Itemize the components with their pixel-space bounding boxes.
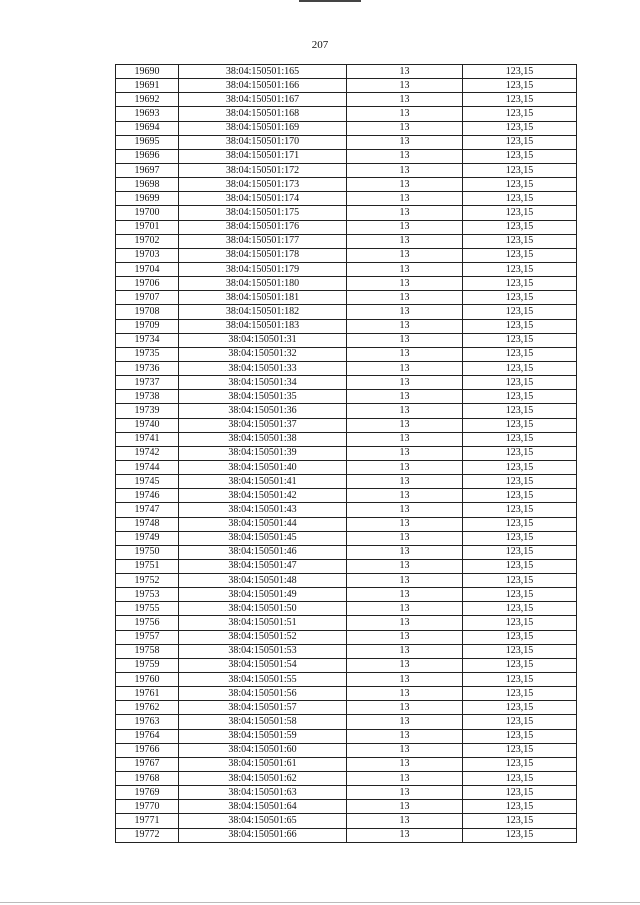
quantity-cell: 13	[347, 93, 463, 107]
quantity-cell: 13	[347, 644, 463, 658]
table-row	[116, 658, 577, 672]
area-cell: 123,15	[463, 729, 577, 743]
record-number-cell: 19768	[116, 772, 179, 786]
quantity-cell: 13	[347, 163, 463, 177]
record-number-cell: 19735	[116, 347, 179, 361]
table-row	[116, 432, 577, 446]
record-number-cell: 19734	[116, 333, 179, 347]
area-cell: 123,15	[463, 361, 577, 375]
area-cell: 123,15	[463, 79, 577, 93]
record-number-cell: 19770	[116, 800, 179, 814]
quantity-cell: 13	[347, 673, 463, 687]
quantity-cell: 13	[347, 588, 463, 602]
table-row	[116, 220, 577, 234]
table-row	[116, 418, 577, 432]
cadastral-number-cell: 38:04:150501:58	[179, 715, 347, 729]
cadastral-number-cell: 38:04:150501:167	[179, 93, 347, 107]
record-number-cell: 19708	[116, 305, 179, 319]
area-cell: 123,15	[463, 262, 577, 276]
quantity-cell: 13	[347, 701, 463, 715]
area-cell: 123,15	[463, 277, 577, 291]
table-row	[116, 376, 577, 390]
area-cell: 123,15	[463, 503, 577, 517]
cadastral-number-cell: 38:04:150501:32	[179, 347, 347, 361]
quantity-cell: 13	[347, 192, 463, 206]
cadastral-number-cell: 38:04:150501:31	[179, 333, 347, 347]
record-number-cell: 19703	[116, 248, 179, 262]
cadastral-number-cell: 38:04:150501:174	[179, 192, 347, 206]
record-number-cell: 19760	[116, 673, 179, 687]
quantity-cell: 13	[347, 220, 463, 234]
area-cell: 123,15	[463, 701, 577, 715]
cadastral-number-cell: 38:04:150501:166	[179, 79, 347, 93]
record-number-cell: 19755	[116, 602, 179, 616]
cadastral-number-cell: 38:04:150501:37	[179, 418, 347, 432]
area-cell: 123,15	[463, 178, 577, 192]
record-number-cell: 19752	[116, 574, 179, 588]
area-cell: 123,15	[463, 333, 577, 347]
area-cell: 123,15	[463, 65, 577, 79]
cadastral-number-cell: 38:04:150501:180	[179, 277, 347, 291]
cadastral-number-cell: 38:04:150501:173	[179, 178, 347, 192]
record-number-cell: 19742	[116, 446, 179, 460]
page-number: 207	[311, 39, 329, 51]
table-row	[116, 192, 577, 206]
quantity-cell: 13	[347, 658, 463, 672]
quantity-cell: 13	[347, 291, 463, 305]
record-number-cell: 19697	[116, 163, 179, 177]
area-cell: 123,15	[463, 319, 577, 333]
cadastral-number-cell: 38:04:150501:172	[179, 163, 347, 177]
quantity-cell: 13	[347, 446, 463, 460]
cadastral-number-cell: 38:04:150501:33	[179, 361, 347, 375]
quantity-cell: 13	[347, 729, 463, 743]
table-row	[116, 79, 577, 93]
cadastral-number-cell: 38:04:150501:36	[179, 404, 347, 418]
cadastral-number-cell: 38:04:150501:51	[179, 616, 347, 630]
area-cell: 123,15	[463, 828, 577, 842]
area-cell: 123,15	[463, 234, 577, 248]
cadastral-number-cell: 38:04:150501:45	[179, 531, 347, 545]
quantity-cell: 13	[347, 531, 463, 545]
area-cell: 123,15	[463, 772, 577, 786]
cadastral-number-cell: 38:04:150501:62	[179, 772, 347, 786]
quantity-cell: 13	[347, 545, 463, 559]
cadastral-number-cell: 38:04:150501:176	[179, 220, 347, 234]
quantity-cell: 13	[347, 602, 463, 616]
area-cell: 123,15	[463, 206, 577, 220]
table-row	[116, 390, 577, 404]
quantity-cell: 13	[347, 475, 463, 489]
quantity-cell: 13	[347, 800, 463, 814]
quantity-cell: 13	[347, 121, 463, 135]
record-number-cell: 19757	[116, 630, 179, 644]
area-cell: 123,15	[463, 743, 577, 757]
record-number-cell: 19745	[116, 475, 179, 489]
area-cell: 123,15	[463, 517, 577, 531]
cadastral-number-cell: 38:04:150501:40	[179, 460, 347, 474]
record-number-cell: 19709	[116, 319, 179, 333]
quantity-cell: 13	[347, 361, 463, 375]
record-number-cell: 19769	[116, 786, 179, 800]
quantity-cell: 13	[347, 390, 463, 404]
quantity-cell: 13	[347, 517, 463, 531]
record-number-cell: 19701	[116, 220, 179, 234]
record-number-cell: 19762	[116, 701, 179, 715]
area-cell: 123,15	[463, 644, 577, 658]
table-row	[116, 135, 577, 149]
record-number-cell: 19696	[116, 149, 179, 163]
table-row	[116, 772, 577, 786]
cadastral-number-cell: 38:04:150501:183	[179, 319, 347, 333]
record-number-cell: 19759	[116, 658, 179, 672]
quantity-cell: 13	[347, 79, 463, 93]
cadastral-number-cell: 38:04:150501:66	[179, 828, 347, 842]
quantity-cell: 13	[347, 503, 463, 517]
area-cell: 123,15	[463, 149, 577, 163]
area-cell: 123,15	[463, 291, 577, 305]
table-row	[116, 347, 577, 361]
quantity-cell: 13	[347, 248, 463, 262]
table-row	[116, 206, 577, 220]
cadastral-number-cell: 38:04:150501:39	[179, 446, 347, 460]
record-number-cell: 19766	[116, 743, 179, 757]
area-cell: 123,15	[463, 673, 577, 687]
table-row	[116, 630, 577, 644]
cadastral-number-cell: 38:04:150501:60	[179, 743, 347, 757]
cadastral-number-cell: 38:04:150501:181	[179, 291, 347, 305]
cadastral-number-cell: 38:04:150501:35	[179, 390, 347, 404]
cadastral-number-cell: 38:04:150501:42	[179, 489, 347, 503]
area-cell: 123,15	[463, 475, 577, 489]
quantity-cell: 13	[347, 743, 463, 757]
table-row	[116, 673, 577, 687]
quantity-cell: 13	[347, 687, 463, 701]
record-number-cell: 19738	[116, 390, 179, 404]
quantity-cell: 13	[347, 715, 463, 729]
cadastral-number-cell: 38:04:150501:34	[179, 376, 347, 390]
table-row	[116, 234, 577, 248]
cadastral-number-cell: 38:04:150501:182	[179, 305, 347, 319]
quantity-cell: 13	[347, 432, 463, 446]
table-row	[116, 319, 577, 333]
quantity-cell: 13	[347, 333, 463, 347]
table-row	[116, 574, 577, 588]
area-cell: 123,15	[463, 574, 577, 588]
record-number-cell: 19737	[116, 376, 179, 390]
table-row	[116, 743, 577, 757]
record-number-cell: 19698	[116, 178, 179, 192]
table-row	[116, 729, 577, 743]
cadastral-number-cell: 38:04:150501:61	[179, 757, 347, 771]
record-number-cell: 19744	[116, 460, 179, 474]
table-row	[116, 291, 577, 305]
record-number-cell: 19767	[116, 757, 179, 771]
table-row	[116, 446, 577, 460]
table-row	[116, 163, 577, 177]
cadastral-number-cell: 38:04:150501:49	[179, 588, 347, 602]
area-cell: 123,15	[463, 715, 577, 729]
cadastral-number-cell: 38:04:150501:170	[179, 135, 347, 149]
cadastral-number-cell: 38:04:150501:50	[179, 602, 347, 616]
cadastral-number-cell: 38:04:150501:171	[179, 149, 347, 163]
record-number-cell: 19740	[116, 418, 179, 432]
quantity-cell: 13	[347, 135, 463, 149]
area-cell: 123,15	[463, 687, 577, 701]
table-row	[116, 616, 577, 630]
table-row	[116, 460, 577, 474]
cadastral-number-cell: 38:04:150501:54	[179, 658, 347, 672]
table-row	[116, 545, 577, 559]
table-row	[116, 121, 577, 135]
record-number-cell: 19748	[116, 517, 179, 531]
cadastral-number-cell: 38:04:150501:56	[179, 687, 347, 701]
cadastral-number-cell: 38:04:150501:59	[179, 729, 347, 743]
cadastral-number-cell: 38:04:150501:57	[179, 701, 347, 715]
record-number-cell: 19690	[116, 65, 179, 79]
cadastral-number-cell: 38:04:150501:179	[179, 262, 347, 276]
table-row	[116, 262, 577, 276]
quantity-cell: 13	[347, 828, 463, 842]
area-cell: 123,15	[463, 800, 577, 814]
cadastral-number-cell: 38:04:150501:178	[179, 248, 347, 262]
record-number-cell: 19749	[116, 531, 179, 545]
area-cell: 123,15	[463, 390, 577, 404]
cadastral-number-cell: 38:04:150501:168	[179, 107, 347, 121]
quantity-cell: 13	[347, 234, 463, 248]
quantity-cell: 13	[347, 319, 463, 333]
quantity-cell: 13	[347, 786, 463, 800]
record-number-cell: 19706	[116, 277, 179, 291]
record-number-cell: 19771	[116, 814, 179, 828]
cadastral-number-cell: 38:04:150501:48	[179, 574, 347, 588]
quantity-cell: 13	[347, 404, 463, 418]
area-cell: 123,15	[463, 248, 577, 262]
table-row	[116, 559, 577, 573]
area-cell: 123,15	[463, 404, 577, 418]
table-row	[116, 757, 577, 771]
quantity-cell: 13	[347, 630, 463, 644]
table-row	[116, 361, 577, 375]
record-number-cell: 19704	[116, 262, 179, 276]
records-table-body	[116, 65, 577, 843]
area-cell: 123,15	[463, 446, 577, 460]
area-cell: 123,15	[463, 814, 577, 828]
record-number-cell: 19694	[116, 121, 179, 135]
record-number-cell: 19761	[116, 687, 179, 701]
cadastral-number-cell: 38:04:150501:53	[179, 644, 347, 658]
record-number-cell: 19739	[116, 404, 179, 418]
cadastral-number-cell: 38:04:150501:177	[179, 234, 347, 248]
table-row	[116, 800, 577, 814]
area-cell: 123,15	[463, 658, 577, 672]
area-cell: 123,15	[463, 545, 577, 559]
cadastral-number-cell: 38:04:150501:41	[179, 475, 347, 489]
quantity-cell: 13	[347, 814, 463, 828]
area-cell: 123,15	[463, 93, 577, 107]
table-row	[116, 828, 577, 842]
quantity-cell: 13	[347, 149, 463, 163]
quantity-cell: 13	[347, 418, 463, 432]
area-cell: 123,15	[463, 135, 577, 149]
cadastral-number-cell: 38:04:150501:65	[179, 814, 347, 828]
record-number-cell: 19691	[116, 79, 179, 93]
record-number-cell: 19746	[116, 489, 179, 503]
area-cell: 123,15	[463, 418, 577, 432]
quantity-cell: 13	[347, 772, 463, 786]
record-number-cell: 19772	[116, 828, 179, 842]
area-cell: 123,15	[463, 376, 577, 390]
table-row	[116, 404, 577, 418]
quantity-cell: 13	[347, 757, 463, 771]
area-cell: 123,15	[463, 460, 577, 474]
quantity-cell: 13	[347, 206, 463, 220]
record-number-cell: 19751	[116, 559, 179, 573]
record-number-cell: 19764	[116, 729, 179, 743]
table-row	[116, 503, 577, 517]
table-row	[116, 489, 577, 503]
table-row	[116, 786, 577, 800]
area-cell: 123,15	[463, 786, 577, 800]
area-cell: 123,15	[463, 107, 577, 121]
record-number-cell: 19736	[116, 361, 179, 375]
scan-bottom-edge	[0, 902, 640, 903]
quantity-cell: 13	[347, 305, 463, 319]
record-number-cell: 19741	[116, 432, 179, 446]
area-cell: 123,15	[463, 630, 577, 644]
area-cell: 123,15	[463, 757, 577, 771]
area-cell: 123,15	[463, 489, 577, 503]
quantity-cell: 13	[347, 574, 463, 588]
quantity-cell: 13	[347, 616, 463, 630]
table-row	[116, 602, 577, 616]
table-row	[116, 814, 577, 828]
table-row	[116, 333, 577, 347]
table-row	[116, 248, 577, 262]
record-number-cell: 19747	[116, 503, 179, 517]
cadastral-number-cell: 38:04:150501:169	[179, 121, 347, 135]
quantity-cell: 13	[347, 178, 463, 192]
cadastral-number-cell: 38:04:150501:52	[179, 630, 347, 644]
table-row	[116, 107, 577, 121]
record-number-cell: 19700	[116, 206, 179, 220]
cadastral-number-cell: 38:04:150501:63	[179, 786, 347, 800]
record-number-cell: 19763	[116, 715, 179, 729]
cadastral-number-cell: 38:04:150501:55	[179, 673, 347, 687]
table-row	[116, 517, 577, 531]
quantity-cell: 13	[347, 376, 463, 390]
cadastral-number-cell: 38:04:150501:165	[179, 65, 347, 79]
quantity-cell: 13	[347, 460, 463, 474]
cadastral-number-cell: 38:04:150501:47	[179, 559, 347, 573]
quantity-cell: 13	[347, 107, 463, 121]
area-cell: 123,15	[463, 432, 577, 446]
table-row	[116, 65, 577, 79]
table-row	[116, 475, 577, 489]
table-row	[116, 687, 577, 701]
area-cell: 123,15	[463, 616, 577, 630]
records-table	[115, 64, 577, 843]
area-cell: 123,15	[463, 220, 577, 234]
area-cell: 123,15	[463, 531, 577, 545]
cadastral-number-cell: 38:04:150501:38	[179, 432, 347, 446]
table-row	[116, 149, 577, 163]
table-row	[116, 588, 577, 602]
table-row	[116, 277, 577, 291]
table-row	[116, 701, 577, 715]
area-cell: 123,15	[463, 121, 577, 135]
record-number-cell: 19702	[116, 234, 179, 248]
record-number-cell: 19699	[116, 192, 179, 206]
area-cell: 123,15	[463, 163, 577, 177]
cadastral-number-cell: 38:04:150501:175	[179, 206, 347, 220]
area-cell: 123,15	[463, 347, 577, 361]
quantity-cell: 13	[347, 277, 463, 291]
table-row	[116, 531, 577, 545]
area-cell: 123,15	[463, 305, 577, 319]
record-number-cell: 19693	[116, 107, 179, 121]
table-row	[116, 305, 577, 319]
quantity-cell: 13	[347, 559, 463, 573]
quantity-cell: 13	[347, 65, 463, 79]
quantity-cell: 13	[347, 262, 463, 276]
table-row	[116, 178, 577, 192]
scan-top-mark	[299, 0, 361, 2]
record-number-cell: 19756	[116, 616, 179, 630]
area-cell: 123,15	[463, 559, 577, 573]
quantity-cell: 13	[347, 347, 463, 361]
area-cell: 123,15	[463, 192, 577, 206]
cadastral-number-cell: 38:04:150501:44	[179, 517, 347, 531]
quantity-cell: 13	[347, 489, 463, 503]
record-number-cell: 19692	[116, 93, 179, 107]
record-number-cell: 19758	[116, 644, 179, 658]
table-row	[116, 93, 577, 107]
record-number-cell: 19750	[116, 545, 179, 559]
record-number-cell: 19753	[116, 588, 179, 602]
table-row	[116, 644, 577, 658]
area-cell: 123,15	[463, 602, 577, 616]
cadastral-number-cell: 38:04:150501:46	[179, 545, 347, 559]
area-cell: 123,15	[463, 588, 577, 602]
cadastral-number-cell: 38:04:150501:64	[179, 800, 347, 814]
record-number-cell: 19695	[116, 135, 179, 149]
table-row	[116, 715, 577, 729]
record-number-cell: 19707	[116, 291, 179, 305]
cadastral-number-cell: 38:04:150501:43	[179, 503, 347, 517]
